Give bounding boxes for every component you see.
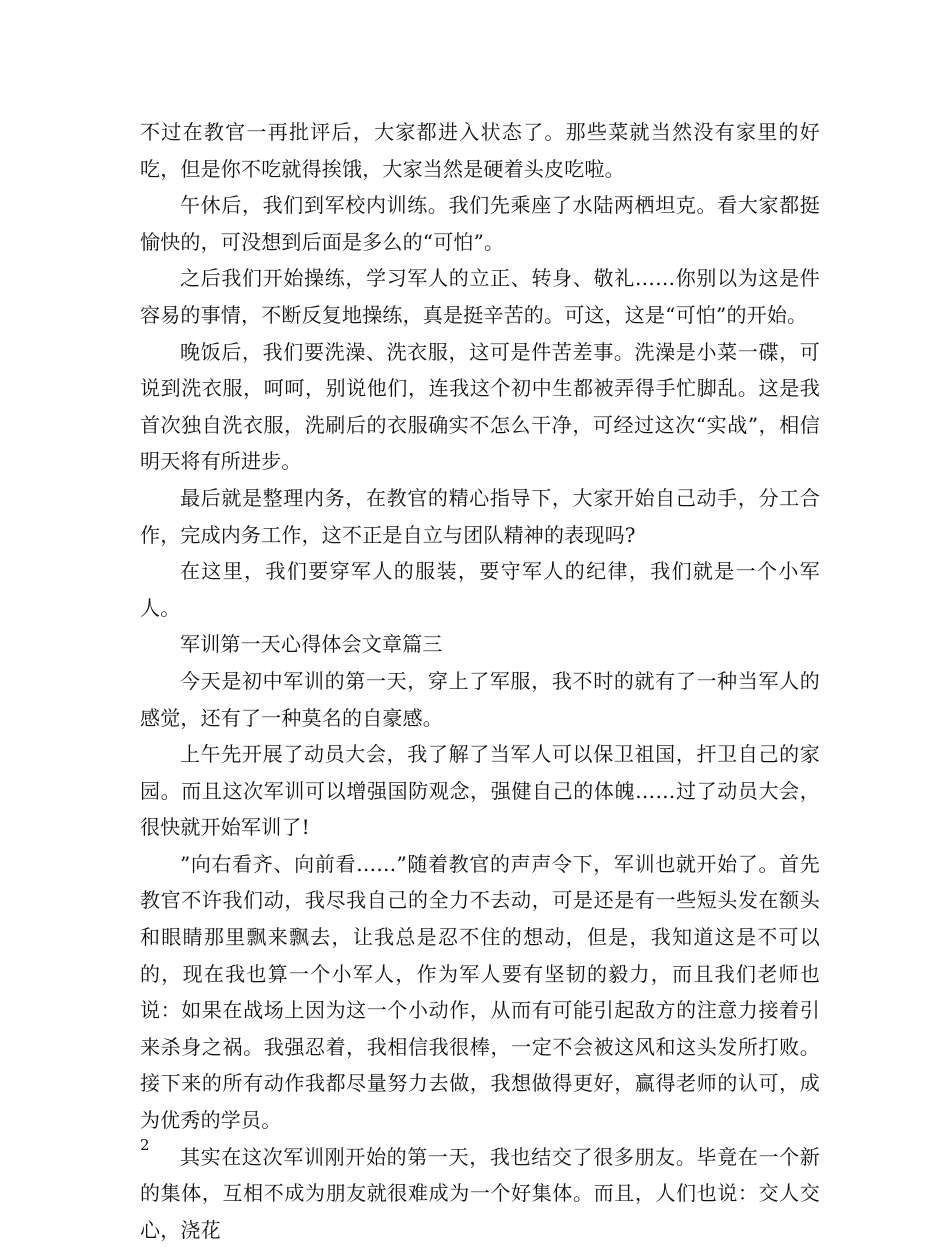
- paragraph: 今天是初中军训的第一天，穿上了军服，我不时的就有了一种当军人的感觉，还有了一种莫名的自豪感。: [140, 668, 820, 730]
- paragraph: ”向右看齐、向前看……”随着教官的声声令下，军训也就开始了。首先教官不许我们动，我尽我自己的全力不去动，可是还是有一些短头发在额头和眼睛那里飘来飘去，让我总是忍不住的想动，但是，我知道这是不可以的，现在我也算一个小军人，作为军人要有坚韧的毅力，而且我们老师也说：如果在战场上因为这一个小动作，从而有可能引起敌方的注意力接着引来杀身之祸。我强忍着，我相信我很棒，一定不会被这风和这头发所打败。接下来的所有动作我都尽量努力去做，我想做得更好，赢得老师的认可，成为优秀的学员。: [140, 851, 820, 1133]
- paragraph: 其实在这次军训刚开始的第一天，我也结交了很多朋友。毕竟在一个新的集体，互相不成为朋友就很难成为一个好集体。而且，人们也说：交人交心，浇花: [140, 1144, 820, 1242]
- paragraph: 晚饭后，我们要洗澡、洗衣服，这可是件苦差事。洗澡是小菜一碟，可说到洗衣服，呵呵，别说他们，连我这个初中生都被弄得手忙脚乱。这是我首次独自洗衣服，洗刷后的衣服确实不怎么干净，可经过这次“实战”，相信明天将有所进步。: [140, 339, 820, 474]
- document-body: [140, 114, 820, 1248]
- paragraph: 不过在教官一再批评后，大家都进入状态了。那些菜就当然没有家里的好吃，但是你不吃就得挨饿，大家当然是硬着头皮吃啦。: [140, 120, 820, 181]
- page-number: 2: [140, 1136, 150, 1154]
- paragraph: 上午先开展了动员大会，我了解了当军人可以保卫祖国，扞卫自己的家园。而且这次军训可以增强国防观念，强健自己的体魄……过了动员大会，很快就开始军训了!: [140, 742, 820, 840]
- paragraph: 午休后，我们到军校内训练。我们先乘座了水陆两栖坦克。看大家都挺愉快的，可没想到后面是多么的“可怕”。: [140, 193, 820, 254]
- section-heading: 军训第一天心得体会文章篇三: [180, 632, 443, 657]
- paragraph: 最后就是整理内务，在教官的精心指导下，大家开始自己动手，分工合作，完成内务工作，这不正是自立与团队精神的表现吗?: [140, 485, 820, 547]
- paragraph: 之后我们开始操练，学习军人的立正、转身、敬礼……你别以为这是件容易的事情，不断反复地操练，真是挺辛苦的。可这，这是“可怕”的开始。: [140, 266, 820, 327]
- paragraph: 在这里，我们要穿军人的服装，要守军人的纪律，我们就是一个小军人。: [140, 559, 820, 620]
